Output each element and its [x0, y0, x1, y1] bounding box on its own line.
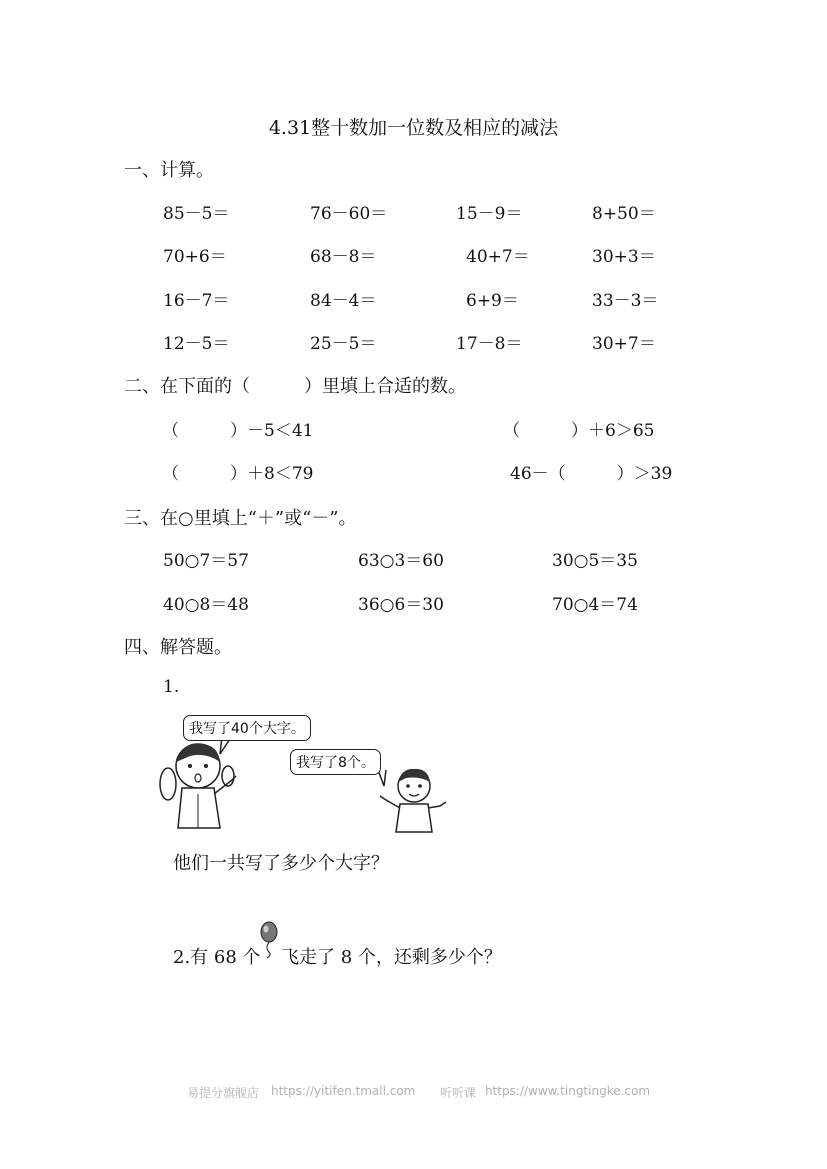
speech-bubble-boy: 我写了8个。 [290, 749, 381, 775]
fill-blank-item: （ ）＋6＞65 [503, 421, 655, 441]
operator-equation: 50○7＝57 [163, 551, 249, 571]
calc-equation: 6+9＝ [466, 291, 519, 311]
calc-equation: 15－9＝ [456, 204, 523, 224]
fill-blank-item: （ ）－5＜41 [162, 421, 314, 441]
calc-equation: 68－8＝ [310, 247, 377, 267]
operator-equation: 70○4＝74 [552, 595, 638, 615]
calc-equation: 16－7＝ [163, 291, 230, 311]
fill-blank-item: 46－（ ）＞39 [510, 464, 673, 484]
footer-shop-url[interactable]: https://yitifen.tmall.com [271, 1084, 416, 1098]
operator-equation: 30○5＝35 [552, 551, 638, 571]
question-1-text: 他们一共写了多少个大字？ [173, 853, 389, 874]
calc-equation: 40+7＝ [466, 247, 530, 267]
calc-equation: 76－60＝ [310, 204, 388, 224]
calc-equation: 17－8＝ [456, 334, 523, 354]
calc-equation: 84－4＝ [310, 291, 377, 311]
calc-equation: 30+7＝ [592, 334, 656, 354]
calc-equation: 8+50＝ [592, 204, 656, 224]
page-title: 4.31整十数加一位数及相应的减法 [268, 117, 559, 139]
section-2-heading: 二、在下面的（ ）里填上合适的数。 [124, 376, 466, 397]
calc-equation: 25－5＝ [310, 334, 377, 354]
girl-illustration [160, 736, 260, 831]
question-2-part2: 飞走了 8 个，还剩多少个？ [281, 947, 502, 968]
operator-equation: 63○3＝60 [358, 551, 444, 571]
question-2-part1: 2.有 68 个 [173, 947, 261, 968]
footer-brand: 听听课 [440, 1086, 477, 1100]
question-1-number: 1. [163, 677, 180, 697]
calc-equation: 33－3＝ [592, 291, 659, 311]
section-3-heading: 三、在○里填上“＋”或“－”。 [124, 508, 357, 529]
footer-brand-url[interactable]: https://www.tingtingke.com [485, 1084, 651, 1098]
section-4-heading: 四、解答题。 [124, 637, 232, 658]
section-1-heading: 一、计算。 [124, 160, 214, 181]
calc-equation: 70+6＝ [163, 247, 227, 267]
speech-bubble-girl: 我写了40个大字。 [183, 715, 311, 741]
footer-shop-name: 易提分旗舰店 [187, 1086, 260, 1100]
operator-equation: 40○8＝48 [163, 595, 249, 615]
operator-equation: 36○6＝30 [358, 595, 444, 615]
calc-equation: 85－5＝ [163, 204, 230, 224]
calc-equation: 12－5＝ [163, 334, 230, 354]
fill-blank-item: （ ）＋8＜79 [162, 464, 314, 484]
balloon-icon [258, 922, 280, 958]
calc-equation: 30+3＝ [592, 247, 656, 267]
